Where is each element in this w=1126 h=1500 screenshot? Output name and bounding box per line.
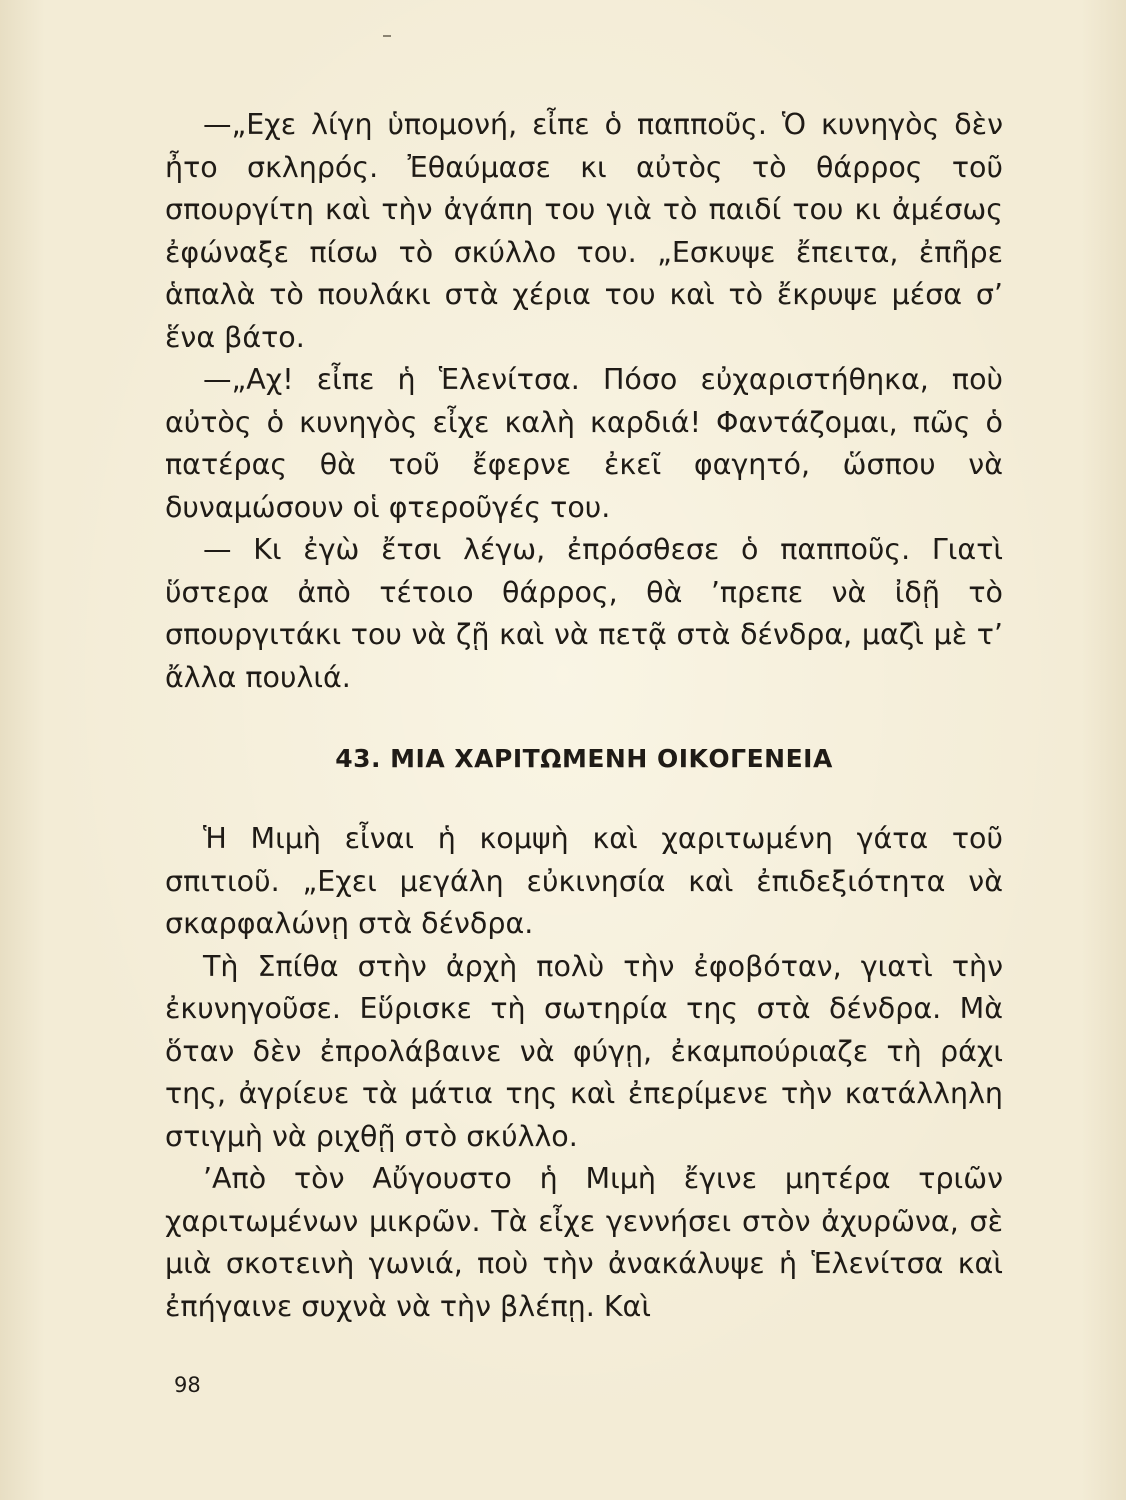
paragraph-dialogue-1: —„Εχε λίγη ὑπομονή, εἶπε ὁ παπποῦς. Ὁ κυνηγὸς δὲν ἦτο σκληρός. Ἐθαύμασε κι αὐτὸς τὸ θάρρος τοῦ σπουργίτη καὶ τὴν ἀγάπη του γιὰ τὸ παιδί του κι ἀμέσως ἐφώναξε πίσω τὸ σκύλλο του. „Εσκυψε ἔπειτα, ἐπῆρε ἁπαλὰ τὸ πουλάκι στὰ χέρια του καὶ τὸ ἔκρυψε μέσα σ’ ἕνα βάτο. (165, 108, 1003, 354)
previous-story-text (165, 104, 1003, 699)
paragraph-2: Τὴ Σπίθα στὴν ἀρχὴ πολὺ τὴν ἐφοβόταν, γιατὶ τὴν ἐκυνηγοῦσε. Εὕρισκε τὴ σωτηρία της στὰ δένδρα. Μὰ ὅταν δὲν ἐπρολάβαινε νὰ φύγῃ, ἐκαμπούριαζε τὴ ράχι της, ἀγρίευε τὰ μάτια της καὶ ἐπερίμενε τὴν κατάλληλη στιγμὴ νὰ ριχθῇ στὸ σκύλλο. (165, 949, 1003, 1153)
chapter-heading: 43. ΜΙΑ ΧΑΡΙΤΩΜΕΝΗ ΟΙΚΟΓΕΝΕΙΑ (335, 744, 833, 773)
paragraph-3: ’Απὸ τὸν Αὔγουστο ἡ Μιμὴ ἔγινε μητέρα τριῶν χαριτωμένων μικρῶν. Τὰ εἶχε γεννήσει στὸν ἀχυρῶνα, σὲ μιὰ σκοτεινὴ γωνιά, ποὺ τὴν ἀνακάλυψε ἡ Ἑλενίτσα καὶ ἐπήγαινε συχνὰ νὰ τὴν βλέπῃ. Καὶ (165, 1162, 1003, 1323)
print-mark (383, 35, 391, 37)
paragraph-1: Ἡ Μιμὴ εἶναι ἡ κομψὴ καὶ χαριτωμένη γάτα τοῦ σπιτιοῦ. „Εχει μεγάλη εὐκινησία καὶ ἐπιδεξιότητα νὰ σκαρφαλώνῃ στὰ δένδρα. (165, 822, 1003, 940)
paragraph-dialogue-3: — Κι ἐγὼ ἔτσι λέγω, ἐπρόσθεσε ὁ παπποῦς. Γιατὶ ὕστερα ἀπὸ τέτοιο θάρρος, θὰ ’πρεπε νὰ ἰδῇ τὸ σπουργιτάκι του νὰ ζῇ καὶ νὰ πετᾷ στὰ δένδρα, μαζὶ μὲ τ’ ἄλλα πουλιά. (165, 533, 1003, 694)
page-number: 98 (174, 1373, 201, 1397)
paragraph-dialogue-2: —„Αχ! εἶπε ἡ Ἑλενίτσα. Πόσο εὐχαριστήθηκα, ποὺ αὐτὸς ὁ κυνηγὸς εἶχε καλὴ καρδιά! Φαντάζομαι, πῶς ὁ πατέρας θὰ τοῦ ἔφερνε ἐκεῖ φαγητό, ὥσπου νὰ δυναμώσουν οἱ φτεροῦγές του. (165, 363, 1003, 524)
chapter-text (165, 818, 1003, 1328)
